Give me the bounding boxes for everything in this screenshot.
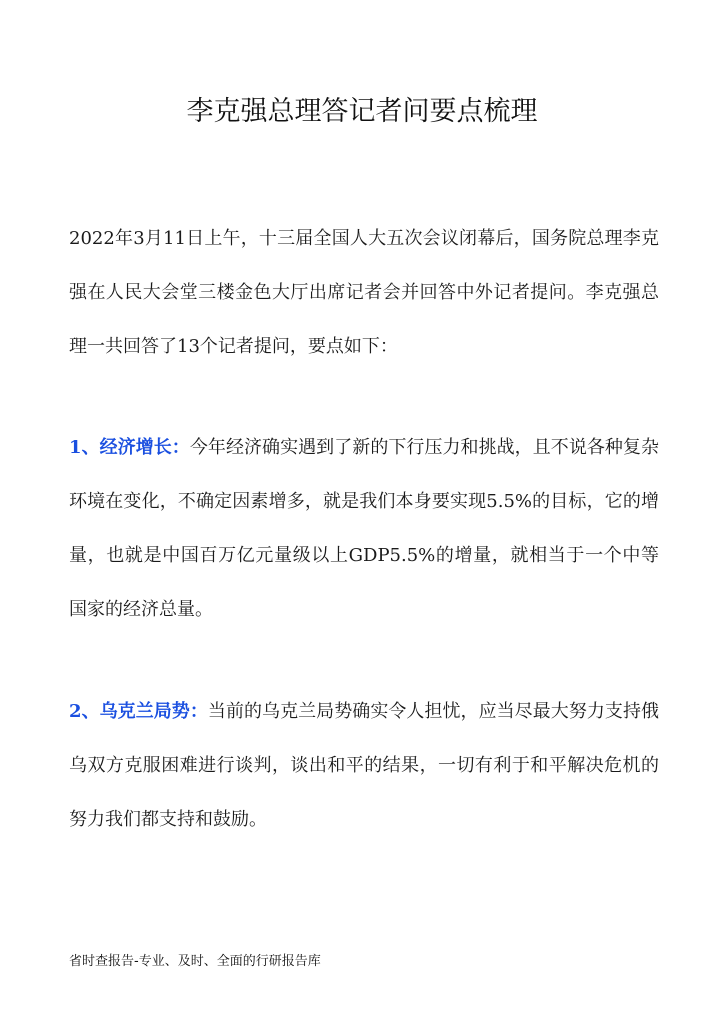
intro-paragraph: 2022年3月11日上午，十三届全国人大五次会议闭幕后，国务院总理李克强在人民大会堂三楼金色大厅出席记者会并回答中外记者提问。李克强总理一共回答了13个记者提问，要点如下：	[69, 228, 659, 357]
document-title: 李克强总理答记者问要点梳理	[186, 96, 538, 128]
section-heading: 1、经济增长：	[69, 437, 190, 458]
section-body: 今年经济确实遇到了新的下行压力和挑战，且不说各种复杂环境在变化，不确定因素增多，就是我们本身要实现5.5%的目标，它的增量，也就是中国百万亿元量级以上GDP5.5%的增量，就相当于一个中等国家的经济总量。	[69, 437, 660, 620]
section-ukraine-situation	[69, 685, 659, 847]
section-economic-growth	[69, 421, 659, 637]
footer-text: 省时查报告-专业、及时、全面的行研报告库	[69, 954, 321, 969]
section-body: 当前的乌克兰局势确实令人担忧，应当尽最大努力支持俄乌双方克服困难进行谈判，谈出和平的结果，一切有利于和平解决危机的努力我们都支持和鼓励。	[69, 701, 660, 830]
section-heading: 2、乌克兰局势：	[69, 701, 208, 722]
